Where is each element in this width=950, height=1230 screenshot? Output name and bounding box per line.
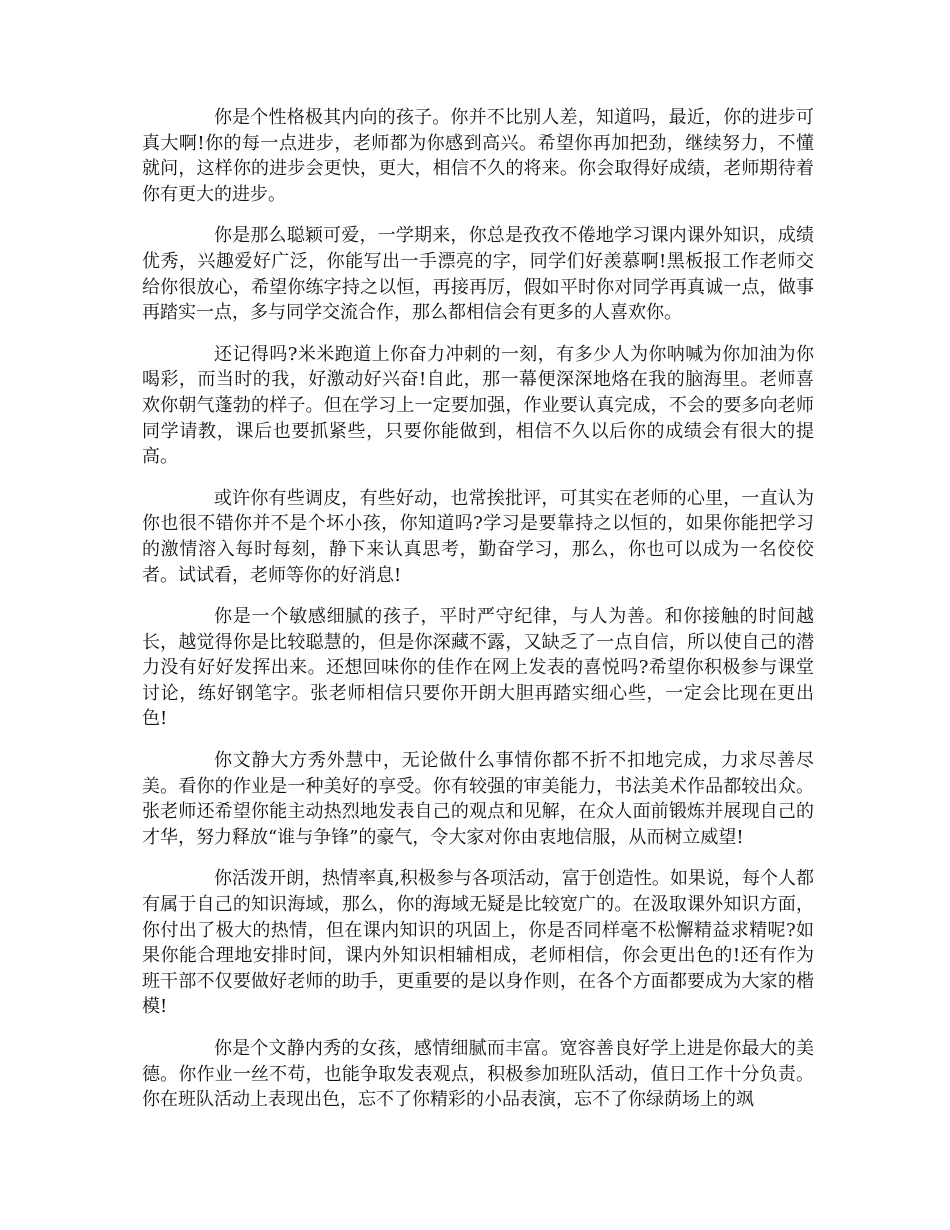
comment-paragraph-3: 还记得吗?米米跑道上你奋力冲刺的一刻，有多少人为你呐喊为你加油为你喝彩，而当时的我，好激动好兴奋!自此，那一幕便深深地烙在我的脑海里。老师喜欢你朝气蓬勃的样子。但在学习上一定要加强，作业要认真完成，不会的要多向老师同学请教，课后也要抓紧些，只要你能做到，相信不久以后你的成绩会有很大的提高。: [142, 343, 814, 468]
comment-paragraph-7: 你活泼开朗，热情率真,积极参与各项活动，富于创造性。如果说，每个人都有属于自己的知识海域，那么，你的海域无疑是比较宽广的。在汲取课外知识方面，你付出了极大的热情，但在课内知识的巩固上，你是否同样毫不松懈精益求精呢?如果你能合理地安排时间，课内外知识相辅相成，老师相信，你会更出色的!还有作为班干部不仅要做好老师的助手，更重要的是以身作则，在各个方面都要成为大家的楷模!: [142, 868, 814, 1018]
comment-paragraph-1: 你是个性格极其内向的孩子。你并不比别人差，知道吗，最近，你的进步可真大啊!你的每一点进步，老师都为你感到高兴。希望你再加把劲，继续努力，不懂就问，这样你的进步会更快，更大，相信不久的将来。你会取得好成绩，老师期待着你有更大的进步。: [142, 107, 814, 205]
comment-paragraph-6: 你文静大方秀外慧中，无论做什么事情你都不折不扣地完成，力求尽善尽美。看你的作业是一种美好的享受。你有较强的审美能力，书法美术作品都较出众。张老师还希望你能主动热烈地发表自己的观点和见解，在众人面前锻炼并展现自己的才华，努力释放“谁与争锋”的豪气，令大家对你由衷地信服，从而树立威望!: [142, 750, 814, 848]
comment-paragraph-2: 你是那么聪颖可爱，一学期来，你总是孜孜不倦地学习课内课外知识，成绩优秀，兴趣爱好广泛，你能写出一手漂亮的字，同学们好羡慕啊!黑板报工作老师交给你很放心，希望你练字持之以恒，再接再厉，假如平时你对同学再真诚一点，做事再踏实一点，多与同学交流合作，那么都相信会有更多的人喜欢你。: [142, 225, 814, 324]
comment-paragraph-4: 或许你有些调皮，有些好动，也常挨批评，可其实在老师的心里，一直认为你也很不错你并不是个坏小孩，你知道吗?学习是要靠持之以恒的，如果你能把学习的激情溶入每时每刻，静下来认真思考，勤奋学习，那么，你也可以成为一名佼佼者。试试看，老师等你的好消息!: [142, 487, 814, 586]
document-body: [142, 105, 814, 1129]
comment-paragraph-5: 你是一个敏感细腻的孩子，平时严守纪律，与人为善。和你接触的时间越长，越觉得你是比较聪慧的，但是你深藏不露，又缺乏了一点自信，所以使自己的潜力没有好好发挥出来。还想回味你的佳作在网上发表的喜悦吗?希望你积极参与课堂讨论，练好钢笔字。张老师相信只要你开朗大胆再踏实细心些，一定会比现在更出色!: [142, 606, 814, 730]
comment-paragraph-8: 你是个文静内秀的女孩，感情细腻而丰富。宽容善良好学上进是你最大的美德。你作业一丝不苟，也能争取发表观点，积极参加班队活动，值日工作十分负责。你在班队活动上表现出色，忘不了你精彩的小品表演，忘不了你绿荫场上的飒: [142, 1038, 814, 1111]
